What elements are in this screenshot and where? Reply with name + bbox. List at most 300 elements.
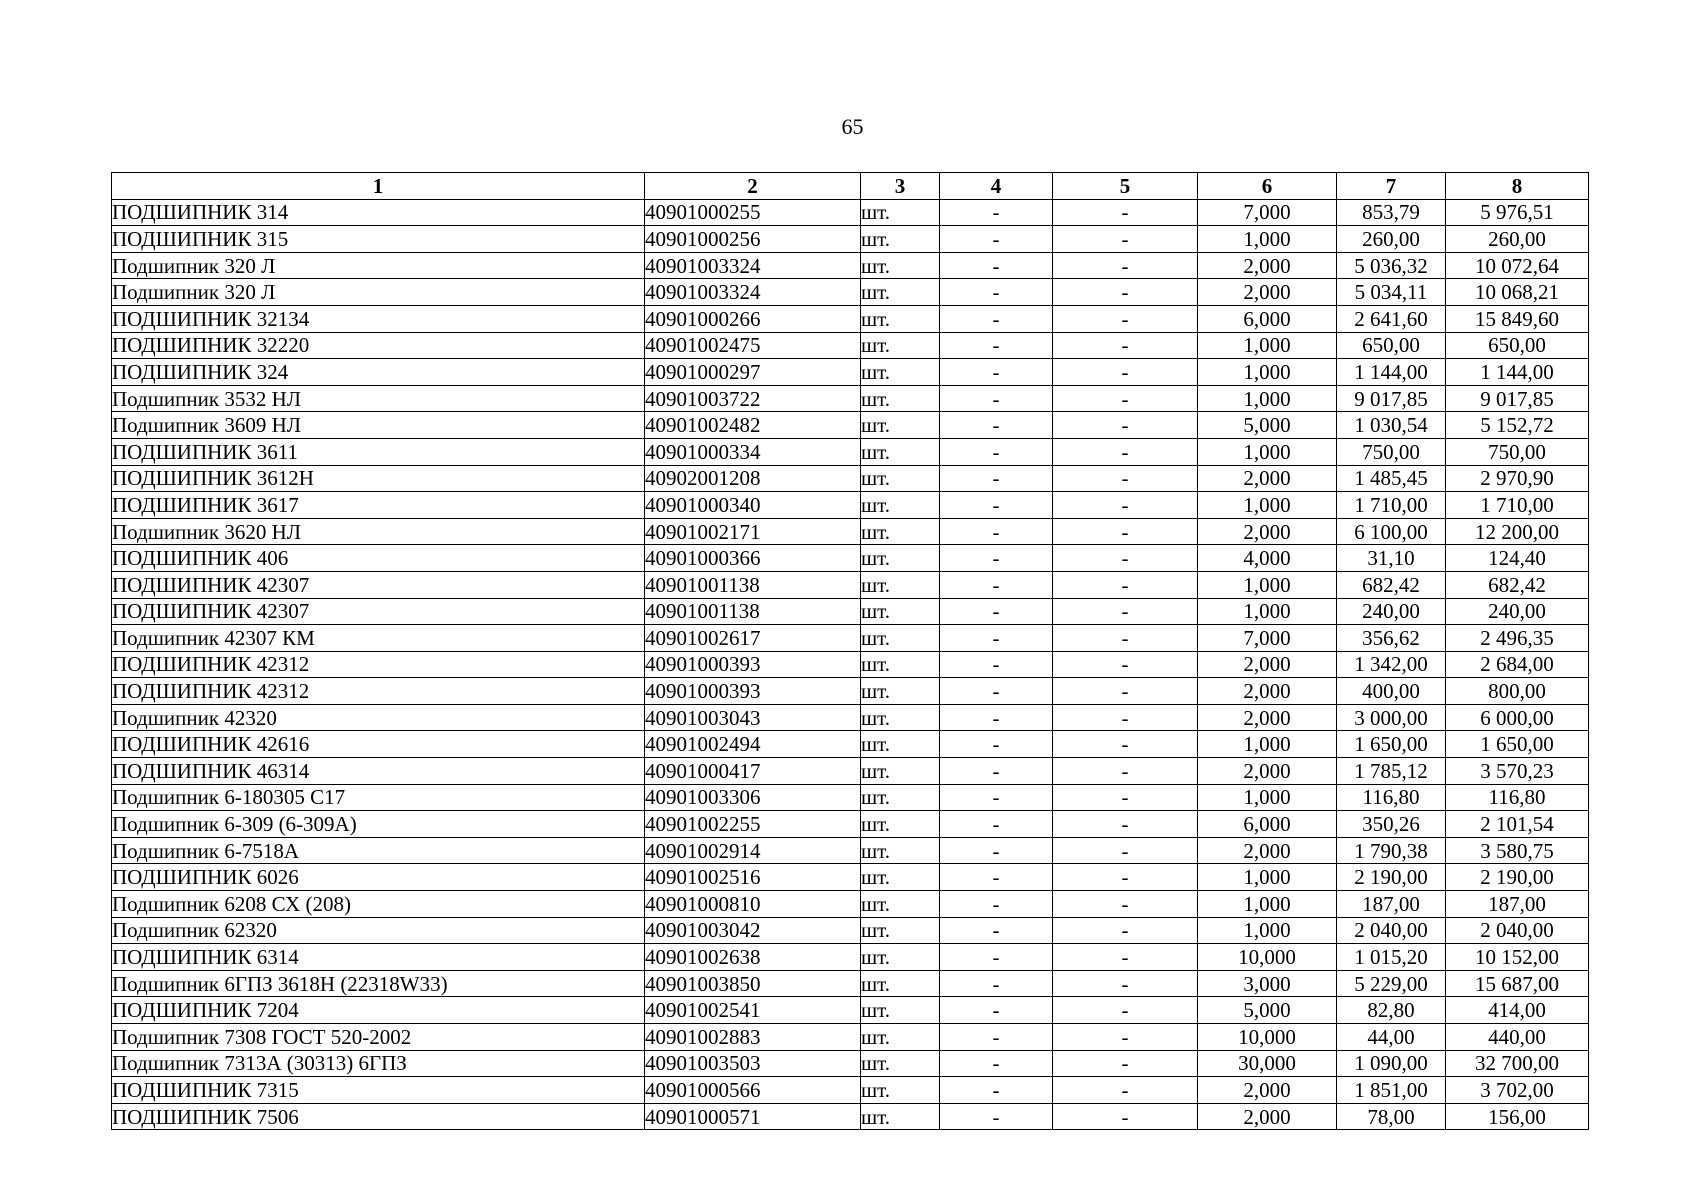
- cell-unit: шт.: [861, 651, 940, 678]
- table-row: [112, 1024, 1589, 1051]
- cell-column-5-value: -: [1053, 359, 1198, 386]
- cell-unit: шт.: [861, 598, 940, 625]
- cell-amount: 750,00: [1446, 438, 1589, 465]
- cell-item-code: 40901002638: [645, 944, 861, 971]
- cell-quantity: 1,000: [1198, 359, 1337, 386]
- cell-price: 1 851,00: [1337, 1077, 1446, 1104]
- cell-price: 116,80: [1337, 784, 1446, 811]
- cell-column-4-value: -: [940, 731, 1053, 758]
- cell-column-4-value: -: [940, 891, 1053, 918]
- cell-price: 1 710,00: [1337, 492, 1446, 519]
- cell-column-5-value: -: [1053, 226, 1198, 253]
- cell-item-name: Подшипник 7313А (30313) 6ГПЗ: [112, 1050, 645, 1077]
- cell-item-code: 40901003722: [645, 385, 861, 412]
- table-row: [112, 226, 1589, 253]
- cell-unit: шт.: [861, 944, 940, 971]
- cell-column-5-value: -: [1053, 332, 1198, 359]
- cell-item-code: 40901000393: [645, 651, 861, 678]
- table-row: [112, 758, 1589, 785]
- table-row: [112, 731, 1589, 758]
- cell-quantity: 2,000: [1198, 758, 1337, 785]
- cell-quantity: 1,000: [1198, 891, 1337, 918]
- cell-column-5-value: -: [1053, 279, 1198, 306]
- cell-item-name: ПОДШИПНИК 3612Н: [112, 465, 645, 492]
- cell-quantity: 1,000: [1198, 598, 1337, 625]
- cell-item-code: 40901003306: [645, 784, 861, 811]
- cell-amount: 650,00: [1446, 332, 1589, 359]
- cell-quantity: 2,000: [1198, 1077, 1337, 1104]
- cell-column-4-value: -: [940, 305, 1053, 332]
- cell-quantity: 6,000: [1198, 811, 1337, 838]
- cell-price: 1 485,45: [1337, 465, 1446, 492]
- cell-column-4-value: -: [940, 944, 1053, 971]
- cell-price: 1 785,12: [1337, 758, 1446, 785]
- cell-amount: 187,00: [1446, 891, 1589, 918]
- cell-item-name: Подшипник 42320: [112, 704, 645, 731]
- cell-quantity: 6,000: [1198, 305, 1337, 332]
- cell-item-code: 40901000256: [645, 226, 861, 253]
- cell-column-5-value: -: [1053, 252, 1198, 279]
- cell-column-4-value: -: [940, 571, 1053, 598]
- cell-item-name: ПОДШИПНИК 42307: [112, 571, 645, 598]
- table-row: [112, 944, 1589, 971]
- cell-column-4-value: -: [940, 864, 1053, 891]
- column-header-3: 3: [861, 173, 940, 200]
- cell-unit: шт.: [861, 252, 940, 279]
- cell-amount: 156,00: [1446, 1103, 1589, 1130]
- table-row: [112, 784, 1589, 811]
- cell-amount: 240,00: [1446, 598, 1589, 625]
- cell-column-4-value: -: [940, 970, 1053, 997]
- cell-column-5-value: -: [1053, 704, 1198, 731]
- cell-unit: шт.: [861, 704, 940, 731]
- cell-column-4-value: -: [940, 678, 1053, 705]
- cell-item-name: ПОДШИПНИК 46314: [112, 758, 645, 785]
- table-row: [112, 1103, 1589, 1130]
- cell-amount: 3 580,75: [1446, 837, 1589, 864]
- cell-amount: 15 687,00: [1446, 970, 1589, 997]
- cell-quantity: 2,000: [1198, 465, 1337, 492]
- cell-item-code: 40901000366: [645, 545, 861, 572]
- cell-column-5-value: -: [1053, 518, 1198, 545]
- cell-price: 5 036,32: [1337, 252, 1446, 279]
- cell-quantity: 1,000: [1198, 784, 1337, 811]
- cell-price: 1 790,38: [1337, 837, 1446, 864]
- cell-item-code: 40901000810: [645, 891, 861, 918]
- cell-column-4-value: -: [940, 625, 1053, 652]
- cell-item-code: 40901000571: [645, 1103, 861, 1130]
- cell-amount: 15 849,60: [1446, 305, 1589, 332]
- cell-item-code: 40901000266: [645, 305, 861, 332]
- cell-price: 3 000,00: [1337, 704, 1446, 731]
- cell-amount: 6 000,00: [1446, 704, 1589, 731]
- cell-column-5-value: -: [1053, 598, 1198, 625]
- cell-column-5-value: -: [1053, 305, 1198, 332]
- cell-column-4-value: -: [940, 438, 1053, 465]
- cell-item-code: 40902001208: [645, 465, 861, 492]
- cell-unit: шт.: [861, 332, 940, 359]
- cell-price: 1 144,00: [1337, 359, 1446, 386]
- cell-unit: шт.: [861, 1103, 940, 1130]
- cell-price: 400,00: [1337, 678, 1446, 705]
- table-row: [112, 811, 1589, 838]
- table-row: [112, 891, 1589, 918]
- cell-item-code: 40901000566: [645, 1077, 861, 1104]
- table-row: [112, 359, 1589, 386]
- cell-column-5-value: -: [1053, 545, 1198, 572]
- cell-price: 1 015,20: [1337, 944, 1446, 971]
- table-row: [112, 385, 1589, 412]
- cell-amount: 116,80: [1446, 784, 1589, 811]
- cell-column-4-value: -: [940, 226, 1053, 253]
- cell-unit: шт.: [861, 731, 940, 758]
- cell-item-name: Подшипник 6ГПЗ 3618Н (22318W33): [112, 970, 645, 997]
- cell-quantity: 1,000: [1198, 864, 1337, 891]
- cell-price: 682,42: [1337, 571, 1446, 598]
- cell-amount: 12 200,00: [1446, 518, 1589, 545]
- table-row: [112, 837, 1589, 864]
- cell-price: 350,26: [1337, 811, 1446, 838]
- cell-quantity: 30,000: [1198, 1050, 1337, 1077]
- column-header-6: 6: [1198, 173, 1337, 200]
- cell-quantity: 10,000: [1198, 944, 1337, 971]
- cell-item-code: 40901002914: [645, 837, 861, 864]
- cell-column-5-value: -: [1053, 465, 1198, 492]
- cell-unit: шт.: [861, 199, 940, 226]
- table-row: [112, 492, 1589, 519]
- cell-column-5-value: -: [1053, 731, 1198, 758]
- cell-column-5-value: -: [1053, 1077, 1198, 1104]
- cell-unit: шт.: [861, 571, 940, 598]
- cell-unit: шт.: [861, 412, 940, 439]
- cell-column-4-value: -: [940, 385, 1053, 412]
- cell-amount: 10 152,00: [1446, 944, 1589, 971]
- cell-unit: шт.: [861, 864, 940, 891]
- cell-price: 31,10: [1337, 545, 1446, 572]
- table-row: [112, 279, 1589, 306]
- cell-price: 853,79: [1337, 199, 1446, 226]
- cell-price: 6 100,00: [1337, 518, 1446, 545]
- cell-unit: шт.: [861, 891, 940, 918]
- cell-column-5-value: -: [1053, 1050, 1198, 1077]
- cell-column-5-value: -: [1053, 625, 1198, 652]
- cell-amount: 2 101,54: [1446, 811, 1589, 838]
- cell-amount: 414,00: [1446, 997, 1589, 1024]
- table-row: [112, 332, 1589, 359]
- cell-price: 5 034,11: [1337, 279, 1446, 306]
- cell-column-5-value: -: [1053, 784, 1198, 811]
- cell-item-name: ПОДШИПНИК 7204: [112, 997, 645, 1024]
- cell-price: 1 650,00: [1337, 731, 1446, 758]
- cell-column-4-value: -: [940, 1024, 1053, 1051]
- cell-item-name: Подшипник 320 Л: [112, 252, 645, 279]
- cell-price: 5 229,00: [1337, 970, 1446, 997]
- cell-item-code: 40901003503: [645, 1050, 861, 1077]
- cell-item-name: ПОДШИПНИК 7506: [112, 1103, 645, 1130]
- cell-price: 260,00: [1337, 226, 1446, 253]
- cell-unit: шт.: [861, 226, 940, 253]
- cell-item-name: ПОДШИПНИК 42312: [112, 651, 645, 678]
- cell-item-code: 40901002541: [645, 997, 861, 1024]
- cell-amount: 10 072,64: [1446, 252, 1589, 279]
- table-row: [112, 651, 1589, 678]
- cell-item-name: ПОДШИПНИК 3611: [112, 438, 645, 465]
- cell-quantity: 3,000: [1198, 970, 1337, 997]
- cell-price: 44,00: [1337, 1024, 1446, 1051]
- cell-item-name: ПОДШИПНИК 42616: [112, 731, 645, 758]
- cell-amount: 5 976,51: [1446, 199, 1589, 226]
- cell-quantity: 1,000: [1198, 731, 1337, 758]
- cell-item-code: 40901002516: [645, 864, 861, 891]
- table-row: [112, 545, 1589, 572]
- cell-column-4-value: -: [940, 917, 1053, 944]
- cell-quantity: 1,000: [1198, 332, 1337, 359]
- table-row: [112, 678, 1589, 705]
- cell-item-name: ПОДШИПНИК 6314: [112, 944, 645, 971]
- column-header-4: 4: [940, 173, 1053, 200]
- cell-quantity: 2,000: [1198, 252, 1337, 279]
- cell-unit: шт.: [861, 492, 940, 519]
- cell-column-5-value: -: [1053, 385, 1198, 412]
- cell-unit: шт.: [861, 997, 940, 1024]
- cell-price: 650,00: [1337, 332, 1446, 359]
- cell-unit: шт.: [861, 837, 940, 864]
- cell-unit: шт.: [861, 1050, 940, 1077]
- cell-item-code: 40901003042: [645, 917, 861, 944]
- cell-item-code: 40901002617: [645, 625, 861, 652]
- cell-amount: 260,00: [1446, 226, 1589, 253]
- cell-column-5-value: -: [1053, 571, 1198, 598]
- cell-amount: 682,42: [1446, 571, 1589, 598]
- cell-unit: шт.: [861, 385, 940, 412]
- cell-item-name: ПОДШИПНИК 32220: [112, 332, 645, 359]
- cell-item-code: 40901000255: [645, 199, 861, 226]
- cell-item-code: 40901000393: [645, 678, 861, 705]
- cell-quantity: 1,000: [1198, 385, 1337, 412]
- table-row: [112, 412, 1589, 439]
- cell-amount: 3 702,00: [1446, 1077, 1589, 1104]
- cell-amount: 2 684,00: [1446, 651, 1589, 678]
- cell-item-name: Подшипник 62320: [112, 917, 645, 944]
- cell-quantity: 2,000: [1198, 678, 1337, 705]
- cell-unit: шт.: [861, 1077, 940, 1104]
- cell-column-4-value: -: [940, 598, 1053, 625]
- table-row: [112, 199, 1589, 226]
- cell-unit: шт.: [861, 678, 940, 705]
- cell-column-5-value: -: [1053, 970, 1198, 997]
- cell-item-name: Подшипник 3609 НЛ: [112, 412, 645, 439]
- cell-column-5-value: -: [1053, 412, 1198, 439]
- cell-unit: шт.: [861, 625, 940, 652]
- cell-item-name: Подшипник 3620 НЛ: [112, 518, 645, 545]
- cell-price: 2 040,00: [1337, 917, 1446, 944]
- cell-column-5-value: -: [1053, 917, 1198, 944]
- cell-unit: шт.: [861, 545, 940, 572]
- cell-unit: шт.: [861, 518, 940, 545]
- table-row: [112, 305, 1589, 332]
- cell-amount: 440,00: [1446, 1024, 1589, 1051]
- cell-item-name: ПОДШИПНИК 6026: [112, 864, 645, 891]
- cell-column-4-value: -: [940, 784, 1053, 811]
- table-row: [112, 598, 1589, 625]
- table-body: [112, 199, 1589, 1130]
- cell-quantity: 7,000: [1198, 625, 1337, 652]
- cell-unit: шт.: [861, 970, 940, 997]
- cell-item-name: ПОДШИПНИК 7315: [112, 1077, 645, 1104]
- table-row: [112, 1050, 1589, 1077]
- cell-column-4-value: -: [940, 1103, 1053, 1130]
- cell-column-5-value: -: [1053, 997, 1198, 1024]
- cell-unit: шт.: [861, 465, 940, 492]
- cell-unit: шт.: [861, 1024, 940, 1051]
- cell-item-code: 40901000417: [645, 758, 861, 785]
- table-row: [112, 917, 1589, 944]
- cell-price: 82,80: [1337, 997, 1446, 1024]
- inventory-table: [111, 172, 1589, 1130]
- cell-column-5-value: -: [1053, 492, 1198, 519]
- cell-quantity: 5,000: [1198, 412, 1337, 439]
- cell-column-4-value: -: [940, 359, 1053, 386]
- cell-quantity: 1,000: [1198, 917, 1337, 944]
- cell-amount: 2 040,00: [1446, 917, 1589, 944]
- cell-amount: 800,00: [1446, 678, 1589, 705]
- cell-price: 9 017,85: [1337, 385, 1446, 412]
- cell-column-4-value: -: [940, 1077, 1053, 1104]
- cell-column-4-value: -: [940, 997, 1053, 1024]
- cell-item-name: Подшипник 6-7518А: [112, 837, 645, 864]
- cell-item-name: ПОДШИПНИК 3617: [112, 492, 645, 519]
- cell-amount: 9 017,85: [1446, 385, 1589, 412]
- cell-item-name: Подшипник 42307 КМ: [112, 625, 645, 652]
- cell-quantity: 2,000: [1198, 518, 1337, 545]
- cell-price: 1 030,54: [1337, 412, 1446, 439]
- cell-column-5-value: -: [1053, 199, 1198, 226]
- cell-item-code: 40901001138: [645, 571, 861, 598]
- cell-amount: 10 068,21: [1446, 279, 1589, 306]
- cell-item-name: Подшипник 6-180305 С17: [112, 784, 645, 811]
- cell-column-5-value: -: [1053, 1103, 1198, 1130]
- cell-column-5-value: -: [1053, 811, 1198, 838]
- cell-amount: 32 700,00: [1446, 1050, 1589, 1077]
- cell-price: 1 090,00: [1337, 1050, 1446, 1077]
- cell-amount: 1 710,00: [1446, 492, 1589, 519]
- cell-item-name: ПОДШИПНИК 314: [112, 199, 645, 226]
- cell-amount: 124,40: [1446, 545, 1589, 572]
- cell-item-code: 40901003850: [645, 970, 861, 997]
- cell-item-code: 40901003324: [645, 252, 861, 279]
- cell-item-code: 40901002883: [645, 1024, 861, 1051]
- cell-amount: 1 144,00: [1446, 359, 1589, 386]
- cell-quantity: 7,000: [1198, 199, 1337, 226]
- column-header-8: 8: [1446, 173, 1589, 200]
- table-row: [112, 704, 1589, 731]
- cell-item-code: 40901002494: [645, 731, 861, 758]
- cell-price: 2 641,60: [1337, 305, 1446, 332]
- cell-amount: 1 650,00: [1446, 731, 1589, 758]
- column-header-7: 7: [1337, 173, 1446, 200]
- cell-item-code: 40901002475: [645, 332, 861, 359]
- cell-column-5-value: -: [1053, 837, 1198, 864]
- cell-item-name: Подшипник 7308 ГОСТ 520-2002: [112, 1024, 645, 1051]
- cell-item-name: ПОДШИПНИК 42312: [112, 678, 645, 705]
- cell-item-name: ПОДШИПНИК 42307: [112, 598, 645, 625]
- column-header-2: 2: [645, 173, 861, 200]
- cell-price: 187,00: [1337, 891, 1446, 918]
- cell-column-5-value: -: [1053, 1024, 1198, 1051]
- cell-item-code: 40901002171: [645, 518, 861, 545]
- header-row: [112, 173, 1589, 200]
- cell-price: 1 342,00: [1337, 651, 1446, 678]
- cell-unit: шт.: [861, 305, 940, 332]
- cell-quantity: 2,000: [1198, 651, 1337, 678]
- table-row: [112, 438, 1589, 465]
- cell-item-code: 40901000297: [645, 359, 861, 386]
- cell-item-name: ПОДШИПНИК 324: [112, 359, 645, 386]
- cell-price: 78,00: [1337, 1103, 1446, 1130]
- cell-column-4-value: -: [940, 332, 1053, 359]
- cell-column-4-value: -: [940, 758, 1053, 785]
- cell-quantity: 1,000: [1198, 492, 1337, 519]
- cell-column-4-value: -: [940, 518, 1053, 545]
- table-row: [112, 518, 1589, 545]
- cell-item-code: 40901002482: [645, 412, 861, 439]
- cell-column-5-value: -: [1053, 651, 1198, 678]
- cell-unit: шт.: [861, 279, 940, 306]
- cell-quantity: 2,000: [1198, 1103, 1337, 1130]
- cell-quantity: 1,000: [1198, 226, 1337, 253]
- cell-item-name: Подшипник 6208 СХ (208): [112, 891, 645, 918]
- cell-column-4-value: -: [940, 651, 1053, 678]
- cell-item-code: 40901003324: [645, 279, 861, 306]
- cell-quantity: 4,000: [1198, 545, 1337, 572]
- cell-column-4-value: -: [940, 1050, 1053, 1077]
- cell-item-code: 40901002255: [645, 811, 861, 838]
- cell-quantity: 2,000: [1198, 704, 1337, 731]
- cell-column-5-value: -: [1053, 891, 1198, 918]
- cell-item-name: ПОДШИПНИК 32134: [112, 305, 645, 332]
- table-row: [112, 1077, 1589, 1104]
- cell-item-code: 40901000334: [645, 438, 861, 465]
- cell-quantity: 2,000: [1198, 837, 1337, 864]
- cell-column-4-value: -: [940, 492, 1053, 519]
- table-row: [112, 571, 1589, 598]
- cell-column-5-value: -: [1053, 944, 1198, 971]
- cell-unit: шт.: [861, 758, 940, 785]
- cell-column-4-value: -: [940, 279, 1053, 306]
- table-row: [112, 252, 1589, 279]
- table-row: [112, 864, 1589, 891]
- cell-column-4-value: -: [940, 704, 1053, 731]
- cell-quantity: 2,000: [1198, 279, 1337, 306]
- cell-amount: 2 190,00: [1446, 864, 1589, 891]
- cell-column-5-value: -: [1053, 678, 1198, 705]
- cell-unit: шт.: [861, 811, 940, 838]
- cell-column-4-value: -: [940, 412, 1053, 439]
- cell-column-4-value: -: [940, 837, 1053, 864]
- cell-unit: шт.: [861, 917, 940, 944]
- cell-column-4-value: -: [940, 252, 1053, 279]
- cell-quantity: 1,000: [1198, 571, 1337, 598]
- cell-column-5-value: -: [1053, 758, 1198, 785]
- cell-item-code: 40901000340: [645, 492, 861, 519]
- cell-column-4-value: -: [940, 545, 1053, 572]
- cell-price: 2 190,00: [1337, 864, 1446, 891]
- cell-item-code: 40901001138: [645, 598, 861, 625]
- cell-price: 750,00: [1337, 438, 1446, 465]
- cell-quantity: 5,000: [1198, 997, 1337, 1024]
- table-row: [112, 465, 1589, 492]
- cell-amount: 5 152,72: [1446, 412, 1589, 439]
